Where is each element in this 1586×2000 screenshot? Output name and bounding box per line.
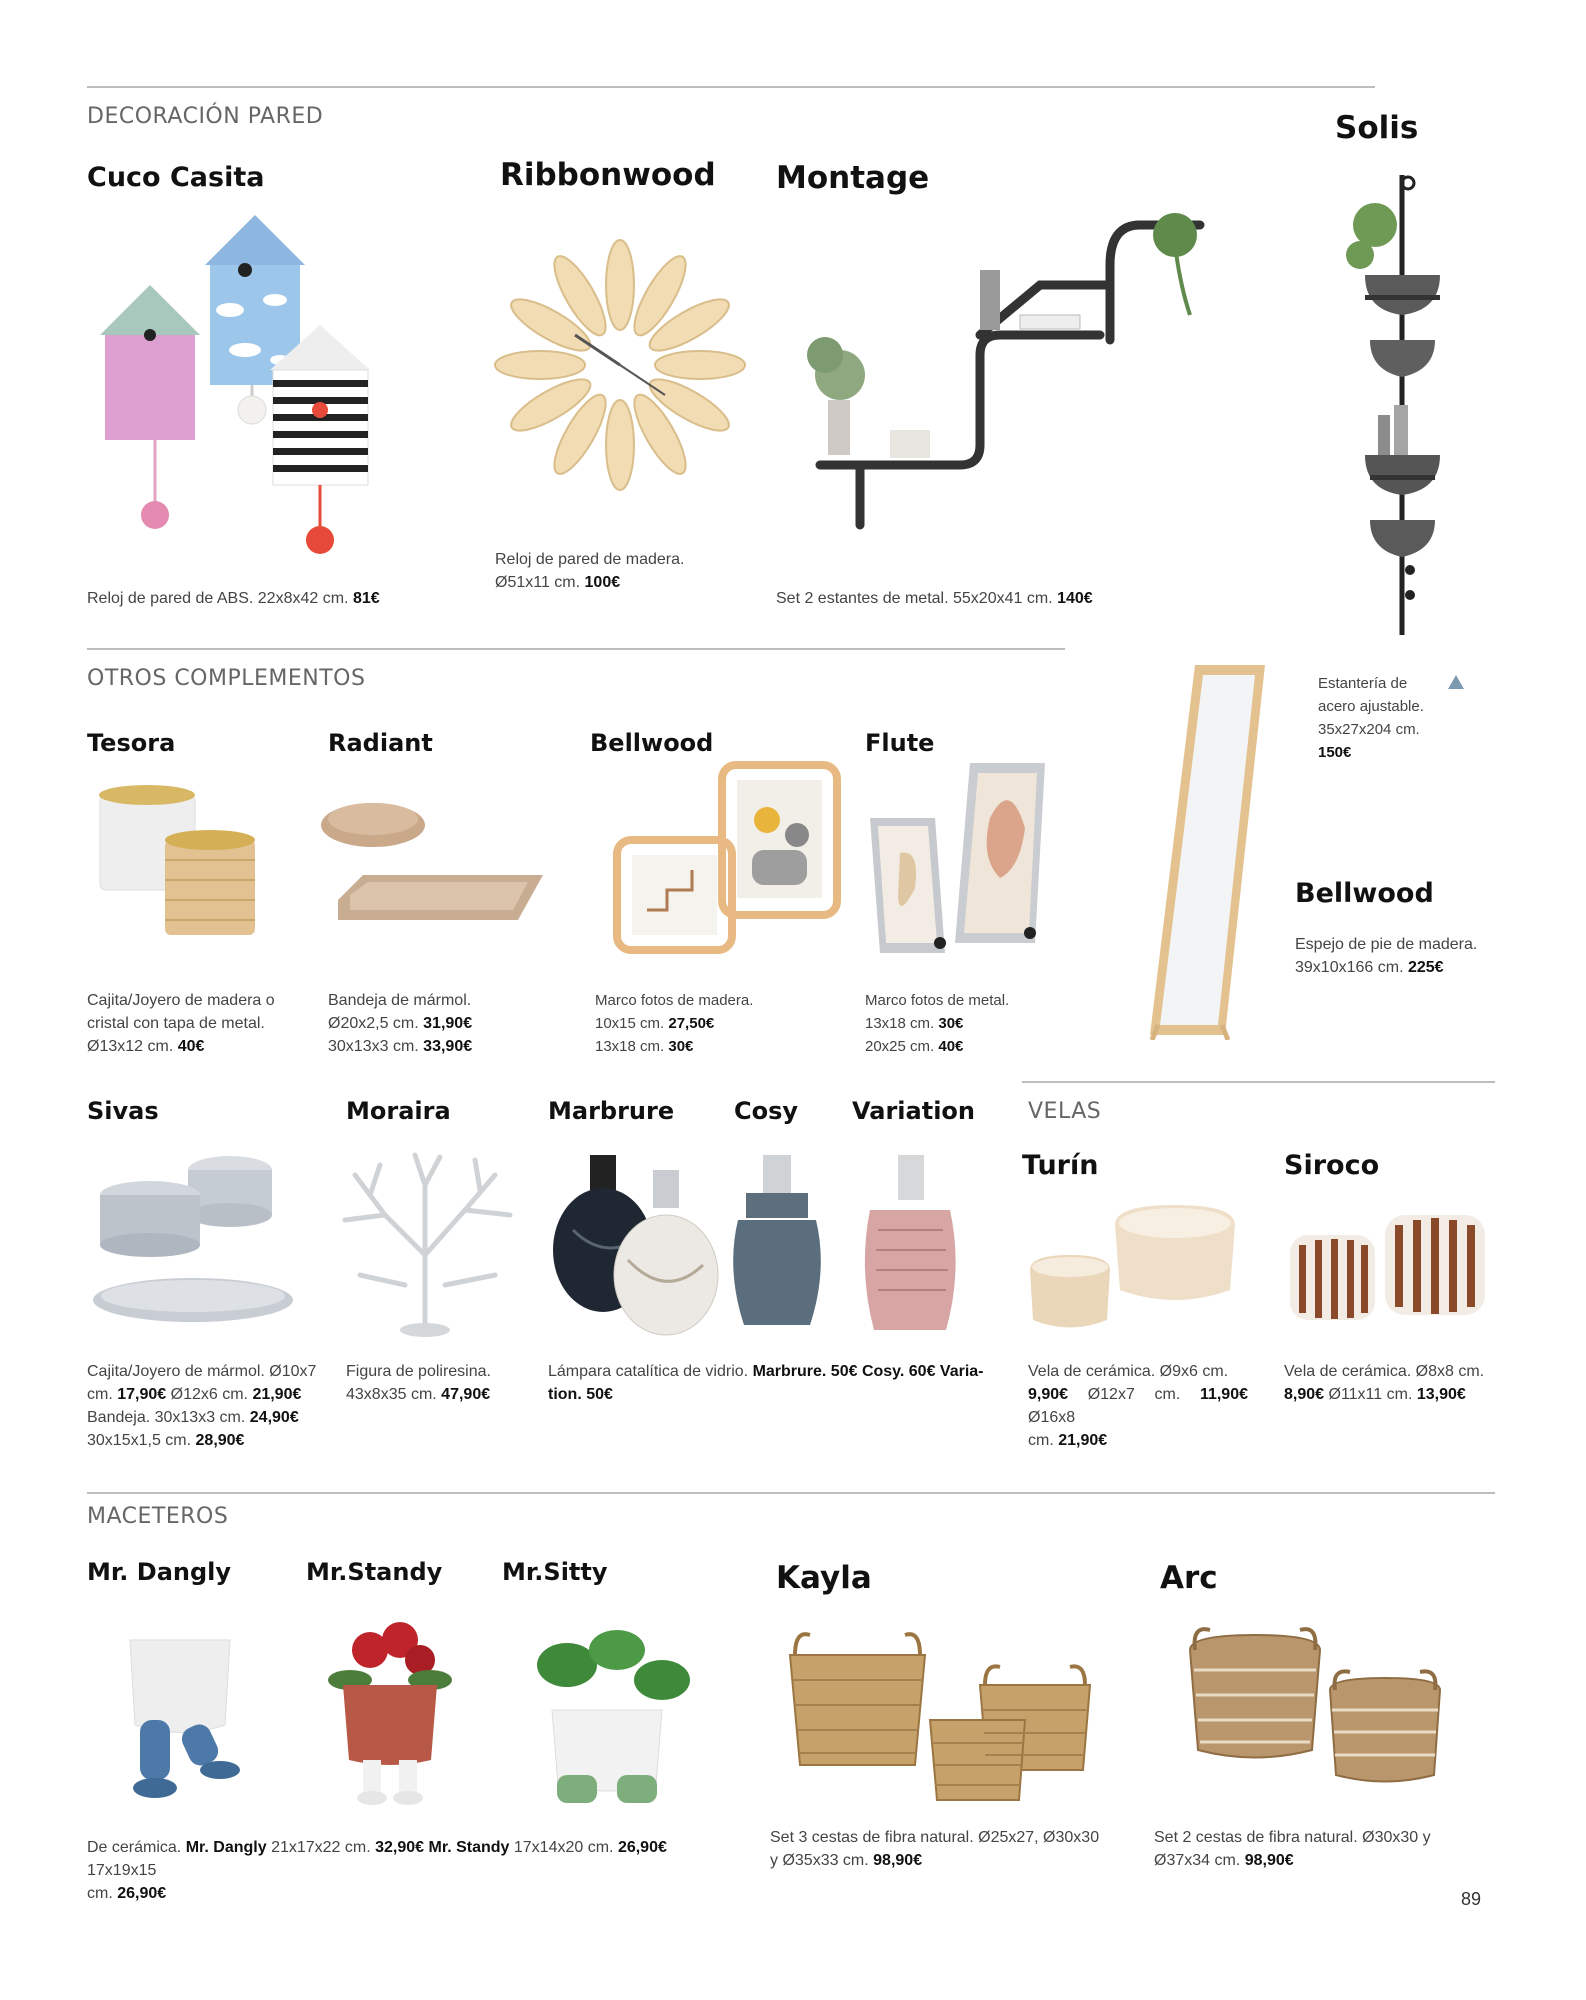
sivas-price-1: 17,90€ [117,1386,167,1403]
product-desc-lamparas [548,1360,998,1406]
divider-otros [87,648,1065,650]
bellwood-mirror-size: 39x10x166 cm. [1295,959,1404,976]
product-desc-bellwood-frame [595,989,753,1058]
kayla-desc-line-1: Set 3 cestas de fibra natural. Ø25x27, Ø30x30 [770,1829,1100,1846]
triangle-up-icon [1448,675,1464,689]
product-desc-radiant [328,989,472,1058]
montage-price: 140€ [1057,590,1093,607]
siroco-price-2: 13,90€ [1416,1386,1466,1403]
maceteros-desc-sitty-size: 17x19x15 [87,1862,157,1879]
bellwood-mirror-desc-line-1: Espejo de pie de madera. [1295,936,1478,953]
siroco-candles-image [1285,1205,1495,1335]
product-name-marbrure: Marbrure [548,1097,675,1125]
turin-price-3: 21,90€ [1058,1432,1108,1449]
bellwood-frames-image [612,760,842,960]
flute-price-1: 30€ [938,1015,964,1032]
solis-shelf-image [1330,165,1460,640]
product-name-turin: Turín [1022,1150,1099,1181]
maceteros-desc-standy-size: 17x14x20 cm. [513,1839,614,1856]
product-name-flute: Flute [865,729,935,757]
product-name-mr-standy: Mr.Standy [306,1558,443,1586]
moraira-desc-line-1: Figura de poliresina. [346,1363,491,1380]
product-desc-flute [865,989,1009,1058]
product-name-montage: Montage [776,160,930,196]
montage-shelves-image [780,205,1220,535]
product-name-mr-dangly: Mr. Dangly [87,1558,232,1586]
solis-desc-line-2: acero ajustable. [1318,698,1424,715]
product-desc-turin [1028,1360,1248,1452]
radiant-price-2: 33,90€ [423,1038,473,1055]
bellwood-frame-price-2: 30€ [668,1038,694,1055]
mr-dangly-pot-image [115,1630,255,1805]
moraira-size: 43x8x35 cm. [346,1386,437,1403]
sivas-desc-line-1: Cajita/Joyero de mármol. Ø10x7 [87,1363,317,1380]
arc-baskets-image [1180,1620,1460,1800]
product-desc-maceteros [87,1836,727,1905]
sivas-marble-image [90,1150,300,1335]
radiant-price-1: 31,90€ [423,1015,473,1032]
product-name-cosy: Cosy [734,1097,799,1125]
lampara-prices-line-1: Marbrure. 50€ Cosy. 60€ Varia- [752,1363,984,1380]
turin-size-3: Ø16x8 [1028,1409,1076,1426]
flute-size-1: 13x18 cm. [865,1015,935,1032]
product-desc-bellwood-mirror [1295,933,1493,979]
cuckoo-clocks-image [95,210,395,565]
product-desc-montage [776,587,1093,610]
kayla-size: y Ø35x33 cm. [770,1852,869,1869]
siroco-price-1: 8,90€ [1284,1386,1325,1403]
turin-desc-line-4: cm. [1028,1432,1054,1449]
section-otros-complementos: OTROS COMPLEMENTOS [87,666,366,691]
maceteros-desc-material: De cerámica. [87,1839,182,1856]
turin-price-1: 9,90€ [1028,1386,1069,1403]
turin-price-2: 11,90€ [1199,1386,1248,1403]
product-desc-arc [1154,1826,1431,1872]
product-name-solis: Solis [1335,110,1419,146]
section-maceteros: MACETEROS [87,1504,229,1529]
maceteros-price-dangly: 32,90€ [375,1839,425,1856]
product-name-mr-sitty: Mr.Sitty [502,1558,608,1586]
product-name-siroco: Siroco [1284,1150,1380,1181]
siroco-size-2: Ø11x11 cm. [1328,1386,1413,1403]
product-name-variation: Variation [852,1097,975,1125]
product-desc-cuco-casita [87,587,380,610]
flute-price-2: 40€ [938,1038,964,1055]
ribbonwood-price: 100€ [584,574,621,591]
page-number: 89 [1461,1889,1482,1909]
flute-desc-line-1: Marco fotos de metal. [865,992,1010,1009]
product-desc-moraira [346,1360,491,1406]
product-name-ribbonwood: Ribbonwood [500,157,716,193]
mr-sitty-pot-image [522,1625,692,1810]
ribbonwood-desc-line-2 [495,571,684,594]
moraira-price: 47,90€ [441,1386,491,1403]
product-name-cuco-casita: Cuco Casita [87,162,265,193]
section-decoracion-pared: DECORACIÓN PARED [87,104,324,129]
ribbonwood-clock-image [490,235,750,495]
tesora-boxes-image [95,780,275,950]
arc-desc-line-1: Set 2 cestas de fibra natural. Ø30x30 y [1154,1829,1431,1846]
divider-maceteros [87,1492,1495,1494]
divider-velas [1022,1081,1495,1083]
lampara-desc-text: Lámpara catalítica de vidrio. [548,1363,749,1380]
bellwood-frame-size-2: 13x18 cm. [595,1038,665,1055]
maceteros-desc-dangly-size: 21x17x22 cm. [271,1839,371,1856]
product-desc-siroco [1284,1360,1484,1406]
bellwood-mirror-image [1140,655,1280,1040]
kayla-price: 98,90€ [873,1852,923,1869]
product-desc-kayla [770,1826,1099,1872]
flute-size-2: 20x25 cm. [865,1038,935,1055]
product-name-radiant: Radiant [328,729,433,757]
product-name-bellwood-mirror: Bellwood [1295,878,1434,909]
tesora-price: 40€ [177,1038,205,1055]
lampara-prices-line-2: tion. 50€ [548,1386,613,1403]
radiant-size-2: 30x13x3 cm. [328,1038,419,1055]
product-name-sivas: Sivas [87,1097,159,1125]
ribbonwood-desc-line-1: Reloj de pared de madera. [495,551,685,568]
solis-price: 150€ [1318,744,1352,761]
maceteros-desc-dangly: Mr. Dangly [185,1839,267,1856]
maceteros-desc-sitty-unit: cm. [87,1885,113,1902]
turin-candles-image [1025,1195,1245,1340]
cuco-desc-text: Reloj de pared de ABS. 22x8x42 cm. [87,590,349,607]
sivas-tray-size: Bandeja. 30x13x3 cm. [87,1409,246,1426]
bellwood-mirror-price: 225€ [1407,959,1444,976]
divider-top [87,86,1375,88]
product-desc-ribbonwood [495,548,684,594]
ribbonwood-size: Ø51x11 cm. [495,574,581,591]
turin-desc-line-1: Vela de cerámica. Ø9x6 cm. [1028,1363,1229,1380]
kayla-baskets-image [785,1615,1105,1805]
maceteros-desc-standy: Mr. Standy [428,1839,510,1856]
arc-price: 98,90€ [1244,1852,1294,1869]
product-name-tesora: Tesora [87,729,176,757]
turin-size-2: Ø12x7 cm. [1087,1386,1181,1403]
moraira-coral-image [325,1145,525,1340]
arc-size: Ø37x34 cm. [1154,1852,1241,1869]
catalytic-lamps-image [548,1150,998,1340]
product-desc-sivas [87,1360,322,1452]
product-desc-tesora [87,989,292,1058]
maceteros-price-sitty: 26,90€ [117,1885,167,1902]
product-name-kayla: Kayla [776,1560,872,1596]
maceteros-price-standy: 26,90€ [617,1839,667,1856]
sivas-price-4: 28,90€ [195,1432,245,1449]
bellwood-frame-size-1: 10x15 cm. [595,1015,665,1032]
radiant-size-1: Ø20x2,5 cm. [328,1015,419,1032]
solis-desc-line-1: Estantería de [1318,675,1408,692]
radiant-trays-image [318,785,548,945]
tesora-desc-line-1: Cajita/Joyero de madera o [87,992,275,1009]
tesora-size: Ø13x12 cm. [87,1038,174,1055]
sivas-price-3: 24,90€ [249,1409,299,1426]
sivas-tray-size-2: 30x15x1,5 cm. [87,1432,192,1449]
bellwood-frame-desc-line-1: Marco fotos de madera. [595,992,754,1009]
flute-frames-image [860,758,1060,958]
product-name-moraira: Moraira [346,1097,451,1125]
sivas-desc-line-2: cm. [87,1386,113,1403]
tesora-desc-line-2: cristal con tapa de metal. [87,1015,265,1032]
solis-desc-line-3: 35x27x204 cm. [1318,721,1420,738]
sivas-size-2: Ø12x6 cm. [170,1386,248,1403]
cuco-price: 81€ [352,590,380,607]
montage-desc-text: Set 2 estantes de metal. 55x20x41 cm. [776,590,1053,607]
product-name-bellwood-frame: Bellwood [590,729,714,757]
siroco-desc-line-1: Vela de cerámica. Ø8x8 cm. [1284,1363,1485,1380]
product-name-arc: Arc [1160,1560,1218,1596]
section-velas: VELAS [1028,1099,1102,1124]
radiant-desc-line-1: Bandeja de mármol. [328,992,472,1009]
product-desc-solis [1318,672,1424,764]
mr-standy-pot-image [325,1610,455,1810]
sivas-price-2: 21,90€ [252,1386,302,1403]
bellwood-frame-price-1: 27,50€ [668,1015,715,1032]
